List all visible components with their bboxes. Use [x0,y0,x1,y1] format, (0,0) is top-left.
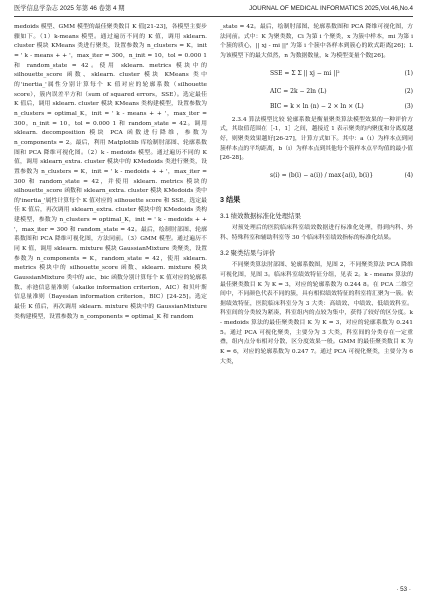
equation-3-body: BIC = k × ln (n) − 2 × ln × (L) [270,102,364,110]
equation-2 [220,86,413,98]
section-heading-results: 3 结果 [220,194,241,204]
subsection-heading-3-1: 3.1 绩效数据标准化处理结果 [220,212,301,220]
subsection-heading-3-2: 3.2 聚类结果与评价 [220,249,276,257]
equation-1-body: SSE = Σ Σ || xj − mi ||² [270,69,340,77]
equation-2-number: (2) [404,87,413,95]
equation-4-body: s(i) = (b(i) − a(i)) / max{a(i), b(i)} [270,171,374,179]
right-paragraph-3: 对预处理后的医院临床科室绩效数据进行标准化处理，得到内科、外科、特殊科室和辅助科室等 30 个临床科室绩效指标的标准化结果。 [220,225,413,241]
running-header [14,4,413,17]
right-paragraph-2: 2.3.4 算法模型比较 轮廓系数是衡量聚类算法模型效果的一种评价方式，其取值范围在［-1，1］之间，越接近 1 表示聚类的内聚度和分离度越好，则聚类效果越好[26-27]，计算方式如下。其中：a（i）为样本点到同簇样本点的平均距离，b（i）为样本点到其他每个簇样本点平均值的最小值[26-28]。 [220,116,413,162]
equation-4-number: (4) [404,171,413,179]
equation-3-number: (3) [404,102,413,110]
equation-2-body: AIC = 2k − 2ln (L) [270,87,327,95]
page-number: · 53 · [396,586,411,593]
journal-title-en: JOURNAL OF MEDICAL INFORMATICS 2025,Vol.46,No.4 [249,5,413,12]
left-column [14,23,207,322]
right-paragraph-1: _state = 42。最后，绘制肘部图、轮廓系数图和 PCA 降维可视化图，方法同前。式中：K 为聚类数，Ci 为第 i 个聚类，x 为簇中样本，mi 为第 i 个簇的质心，|| xj - mi ||² 为第 i 个簇中各样本到簇心的欧式距离[26]；L 为该模型下的最大似然，n 为数据数量，k 为模型变量个数[26]。 [220,24,413,59]
equation-3 [220,101,413,113]
left-paragraph: medoids 模型、GMM 模型的最佳聚类数目 K 值[21-23]，各模型主要步骤如下。（1）k-means 模型。通过遍历不同的 K 值，调用 sklearn. cluster 模块 KMeans 类进行聚类，设置参数为 n_clusters = K，init = ' k - means + + '，max_iter = 300，n_init = 10，tol = 0.000 1 和 random_state = 42。使用 sklearn. metrics 模块中的 silhouette_score 函数、sklearn. cluster 模块 KMeans 类中的'inertia_'属性分别计算每个 K 值对应的轮廓系数（silhouette score），簇内误差平方和（sum of squared errors，SSE）。选定最佳 K 值后，调用 sklearn. cluster 模块 KMeans 类构建模型，设置参数为 n_clusters = optimal_K，init = ' k - means + + '，max_iter = 300，n_init = 10，tol = 0.000 1 和 random_state = 42。调用 sklearn. decomposition 模块 PCA 函数进行降维，参数为 n_components = 2。最后，利用 Matplotlib 库绘制肘部图、轮廓系数图和 PCA 降维可视化图。（2）k - medoids 模型。通过遍历不同的 K 值，调用 sklearn_extra. cluster 模块中的 KMedoids 类进行聚类，设置参数为 n_clusters = K，init = ' k - medoids + + '，max_iter = 300 和 random_state = 42，并使用 sklearn. metrics 模块的 silhouette_score 函数和 sklearn_extra. cluster 模块 KMedoids 类中的'inertia_'属性计算每个 K 值对应的 silhouette score 和 SSE。选定最佳 K 值后，再次调用 sklearn_extra. cluster 模块中的 KMedoids 类构建模型，参数为 n_clusters = optimal_K，init = ' k - medoids + + '，max_iter = 300 和 random_state = 42。最后，绘制肘部图、轮廓系数图和 PCA 降维可视化图，方法同前。（3）GMM 模型。通过遍历不同 K 值，调用 sklearn. mixture 模块 GaussianMixture 类聚类，设置参数为 n_components = K，random_state = 42，使用 sklearn. metrics 模块中的 silhouette_score 函数、sklearn. mixture 模块 GaussianMixture 类中的 aic、bic 函数分别计算每个 K 值对应的轮廓系数、赤池信息量准则（akaike information criterion，AIC）和贝叶斯信息量准则（Bayesian information criterion，BIC）[24-25]。选定最佳 K 值后，再次调用 sklearn. mixture 模块中的 GaussianMixture 类构建模型，设置参数为 n_components = optimal_K 和 random [14,24,207,320]
equation-1-number: (1) [404,69,413,77]
equation-4 [220,167,413,185]
journal-title-cn: 医学信息学杂志 2025 年第 46 卷第 4 期 [14,5,125,12]
equation-1 [220,65,413,83]
right-paragraph-4: 不同聚类算法肘部图、轮廓系数图，见图 2，不同聚类算法 PCA 降维可视化图，见图 3。临床科室绩效特征分组，见表 2。k - means 算法的最佳聚类数目 K 为 K = 3，对应的轮廓系数为 0.244 8。在 PCA 二维空间中，不同颜色代表不同的簇，具有相似绩效特征的科室将汇聚为一簇。依据绩效特征，医院临床科室分为 3 大类：高绩效、中绩效、低绩效科室。科室间的分类较为紧凑，科室组内的点较为集中，获得了较好的区分度。k - medoids 算法的最佳聚类数目 K 为 K = 3，对应的轮廓系数为 0.241 5。通过 PCA 可视化聚类，主要分为 3 大类，科室间的分类存在一定重叠，组内点分布相对分散，区分度效果一般。GMM 的最佳聚类数目 K 为 K = 6，对应的轮廓系数为 0.247 7。通过 PCA 可视化聚类，主要分为 6 大类， [220,262,413,365]
right-column [220,23,413,367]
